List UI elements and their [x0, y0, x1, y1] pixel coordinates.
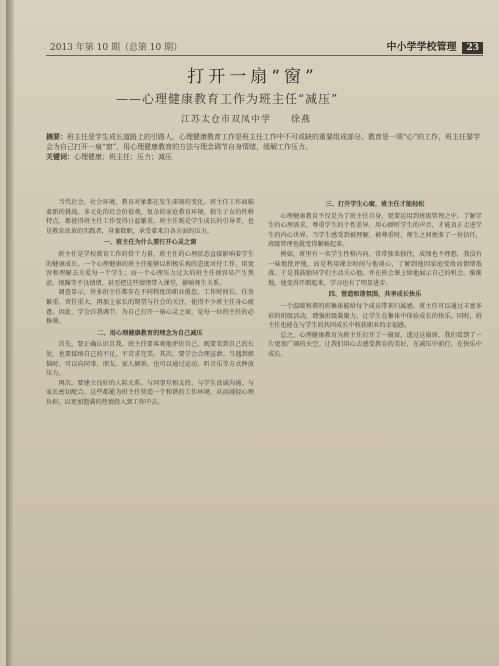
section-heading: 四、营造和谐氛围，共享成长快乐 [328, 291, 422, 299]
body-paragraph: 再次，要建立良好的人际关系。与同事互相支持、与学生真诚沟通、与家长密切配合，这些都能为班主任营造一个和谐的工作环境，从而减轻心理负担，以更加饱满的热情投入到工作中去。 [46, 379, 254, 406]
body-paragraph: 首先，要正确认识自我。班主任要客观地评价自己，既要看到自己的长处，也要接纳自己的不足，不苛求完美。其次，要学会合理宣泄。当遇到烦恼时，可以向同事、朋友、家人倾诉，也可以通过运动、听音乐等方式释放压力。 [46, 341, 254, 378]
body-paragraph: 例如，班里有一名学生性格内向，常常独来独往，成绩也不理想。我没有一味地批评他，而是利用课余时间与他谈心，了解到他因家庭变故而情绪低落。于是我鼓励同学们主动关心他，并在班会课上给他展示自己的机会。渐渐地，他变得开朗起来，学习也有了明显进步。 [268, 250, 482, 287]
keywords-text: 心理健康；班主任；压力；减压 [74, 153, 172, 161]
article-author: 江苏太仓市双凤中学 徐燕 [181, 115, 312, 125]
body-paragraph: 调查显示，许多班主任都存在不同程度的职业倦怠。工作时间长、任务繁重、责任重大，再加上家长的期望与社会的关注，使得不少班主任身心疲惫。因此，学会自我调节，为自己打开一扇心灵之窗，是每一位班主任的必修课。 [46, 289, 254, 326]
section-heading: 三、打开学生心窗，班主任才能轻松 [325, 201, 425, 208]
left-column [46, 198, 254, 658]
magazine-page [6, 0, 499, 666]
page-binding-shadow [6, 0, 14, 666]
body-paragraph: 总之，心理健康教育为班主任打开了一扇窗，透过这扇窗，我们看到了一片更加广阔的天空。让我们用心去感受教育的美好，在减压中前行，在快乐中成长。 [268, 331, 482, 358]
section-heading: 一、班主任为什么要打开心灵之窗 [103, 239, 197, 247]
body-paragraph: 心理健康教育不仅是为了班主任自身，更要运用到班级管理之中。了解学生的心理需求，尊重学生的个性差异，用心倾听学生的声音，才能真正走进学生的内心世界。当学生感受到被理解、被尊重时，师生之间便多了一份信任，班级管理也就变得顺畅起来。 [268, 212, 482, 249]
right-column [268, 198, 482, 658]
body-paragraph: 当代社会，社会环境、教育对象都在发生深刻的变化，班主任工作面临着新的挑战。多元化的社会价值观，复杂的家庭教育环境，独生子女的性格特点，都使得班主任工作变得日益繁重。班主任既是学生成长的引导者，也是教育改革的实践者，身兼数职，承受着来自各方面的压力。 [46, 199, 254, 235]
abstract-text: 班主任是学生成长道路上的引路人，心理健康教育工作是班主任工作中不可或缺的重要组成部分。教育是一项“心”的工作，班主任要学会为自己打开一扇“窗”，用心理健康教育的方法与理念调节自身情绪，缓解工作压力。 [46, 133, 481, 151]
body-paragraph: 一个温暖和谐的班集体能给每个成员带来归属感。班主任可以通过丰富多彩的班级活动，增强班级凝聚力，让学生在集体中体验成长的快乐。同时，班主任也能在与学生的共同成长中收获职业的幸福感。 [268, 302, 482, 330]
body-paragraph: 班主任是学校教育工作的骨干力量，班主任的心理状态直接影响着学生的健康成长。一个心理健康的班主任能够以积极乐观的态度对待工作，用宽容和理解去关爱每一个学生；而一个心理压力过大的班主任则容易产生焦虑、烦躁等不良情绪，甚至把这些情绪带入课堂，影响师生关系。 [46, 250, 254, 287]
abstract-label: 摘要： [46, 132, 67, 141]
article-subtitle: ——心理健康教育工作为班主任“减压” [116, 92, 339, 106]
page-number: 23 [462, 42, 483, 54]
issue-header: 2013 年第 10 期（总第 10 期） [50, 43, 183, 53]
journal-name: 中小学学校管理 [386, 42, 457, 53]
article-title: 打开一扇“窗” [187, 67, 318, 87]
section-heading: 二、用心理健康教育的理念为自己减压 [97, 329, 203, 337]
keywords-label: 关键词： [46, 152, 74, 161]
header-rule [46, 55, 483, 56]
journal-header [386, 38, 483, 54]
abstract [46, 132, 481, 192]
